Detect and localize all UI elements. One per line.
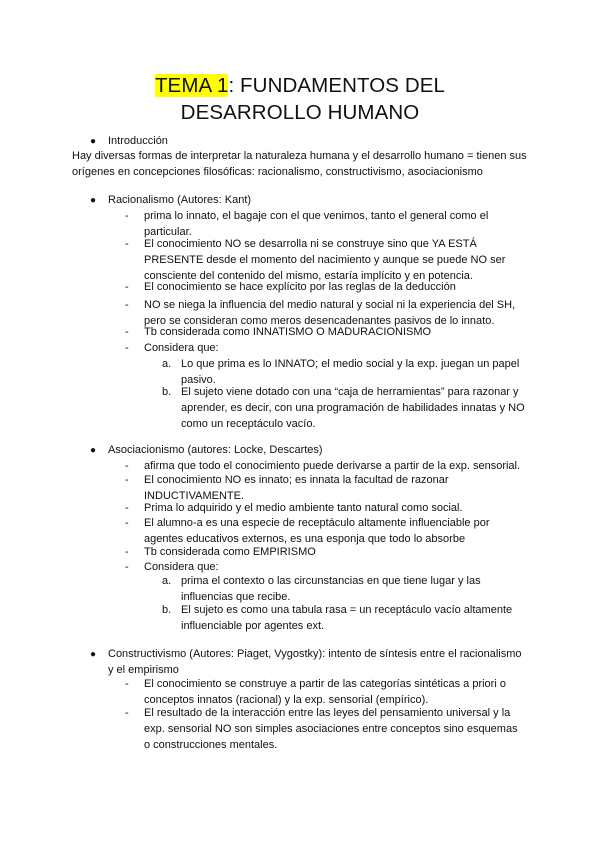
dash-icon: - — [125, 707, 129, 719]
section-heading-constructivismo: Constructivismo (Autores: Piaget, Vygostky): intento de síntesis entre el racionalismo y el empirismo — [108, 648, 522, 676]
list-item: El resultado de la interacción entre las leyes del pensamiento universal y la exp. sensorial NO son simples asociaciones entre conceptos sino esquemas o construcciones mentales. — [144, 707, 518, 751]
bullet-icon: ● — [90, 445, 97, 456]
dash-icon: - — [125, 502, 129, 514]
dash-icon: - — [125, 238, 129, 250]
list-item: prima lo innato, el bagaje con el que venimos, tanto el general como el particular. — [144, 210, 489, 238]
sub-list-item: prima el contexto o las circunstancias en que tiene lugar y las influencias que recibe. — [181, 575, 481, 603]
title-line2: DESARROLLO HUMANO — [180, 101, 420, 124]
list-marker: b. — [162, 604, 172, 616]
dash-icon: - — [125, 342, 129, 354]
dash-icon: - — [125, 561, 129, 573]
list-marker: a. — [162, 575, 172, 587]
dash-icon: - — [125, 546, 129, 558]
list-item: El conocimiento NO se desarrolla ni se construye sino que YA ESTÁ PRESENTE desde el momento del nacimiento y aunque se puede NO ser consciente del contenido del mismo, estaría implícito y en potencia. — [144, 238, 506, 282]
list-marker: a. — [162, 358, 172, 370]
intro-paragraph: Hay diversas formas de interpretar la naturaleza humana y el desarrollo humano = tienen sus orígenes en concepciones filosóficas: racionalismo, constructivismo, asociacionismo — [72, 150, 527, 178]
list-item: Prima lo adquirido y el medio ambiente tanto natural como social. — [144, 502, 463, 514]
list-item: El conocimiento NO es innato; es innata la facultad de razonar INDUCTIVAMENTE. — [144, 474, 449, 502]
title-line1: : FUNDAMENTOS DEL — [228, 74, 446, 97]
bullet-icon: ● — [90, 136, 97, 147]
list-item: Tb considerada como INNATISMO O MADURACIONISMO — [144, 326, 432, 338]
page-title — [0, 72, 600, 126]
title-highlight: TEMA 1 — [154, 74, 229, 97]
list-item: NO se niega la influencia del medio natural y social ni la experiencia del SH, pero se consideran como meros desencadenantes pasivos de lo innato. — [144, 299, 516, 327]
dash-icon: - — [125, 474, 129, 486]
section-heading-racionalismo: Racionalismo (Autores: Kant) — [108, 194, 252, 206]
section-heading-asociacionismo: Asociacionismo (autores: Locke, Descartes) — [108, 444, 323, 456]
dash-icon: - — [125, 281, 129, 293]
list-item: El conocimiento se construye a partir de las categorías sintéticas a priori o conceptos innatos (racional) y la exp. sensorial (empírico). — [144, 678, 506, 706]
bullet-icon: ● — [90, 649, 97, 660]
dash-icon: - — [125, 210, 129, 222]
list-item: Considera que: — [144, 561, 219, 573]
bullet-icon: ● — [90, 195, 97, 206]
sub-list-item: Lo que prima es lo INNATO; el medio social y la exp. juegan un papel pasivo. — [181, 358, 520, 386]
list-item: El alumno-a es una especie de receptáculo altamente influenciable por agentes educativos externos, es una esponja que todo lo absorbe — [144, 517, 490, 545]
intro-heading: Introducción — [108, 135, 168, 147]
dash-icon: - — [125, 460, 129, 472]
list-item: Tb considerada como EMPIRISMO — [144, 546, 316, 558]
list-item: Considera que: — [144, 342, 219, 354]
dash-icon: - — [125, 326, 129, 338]
dash-icon: - — [125, 517, 129, 529]
dash-icon: - — [125, 678, 129, 690]
list-marker: b. — [162, 386, 172, 398]
list-item: El conocimiento se hace explícito por las reglas de la deducción — [144, 281, 456, 293]
sub-list-item: El sujeto viene dotado con una “caja de herramientas” para razonar y aprender, es decir, con una programación de habilidades innatas y NO como un receptáculo vacío. — [181, 386, 525, 430]
list-item: afirma que todo el conocimiento puede derivarse a partir de la exp. sensorial. — [144, 460, 521, 472]
dash-icon: - — [125, 299, 129, 311]
sub-list-item: El sujeto es como una tabula rasa = un receptáculo vacío altamente influenciable por agentes ext. — [181, 604, 513, 632]
